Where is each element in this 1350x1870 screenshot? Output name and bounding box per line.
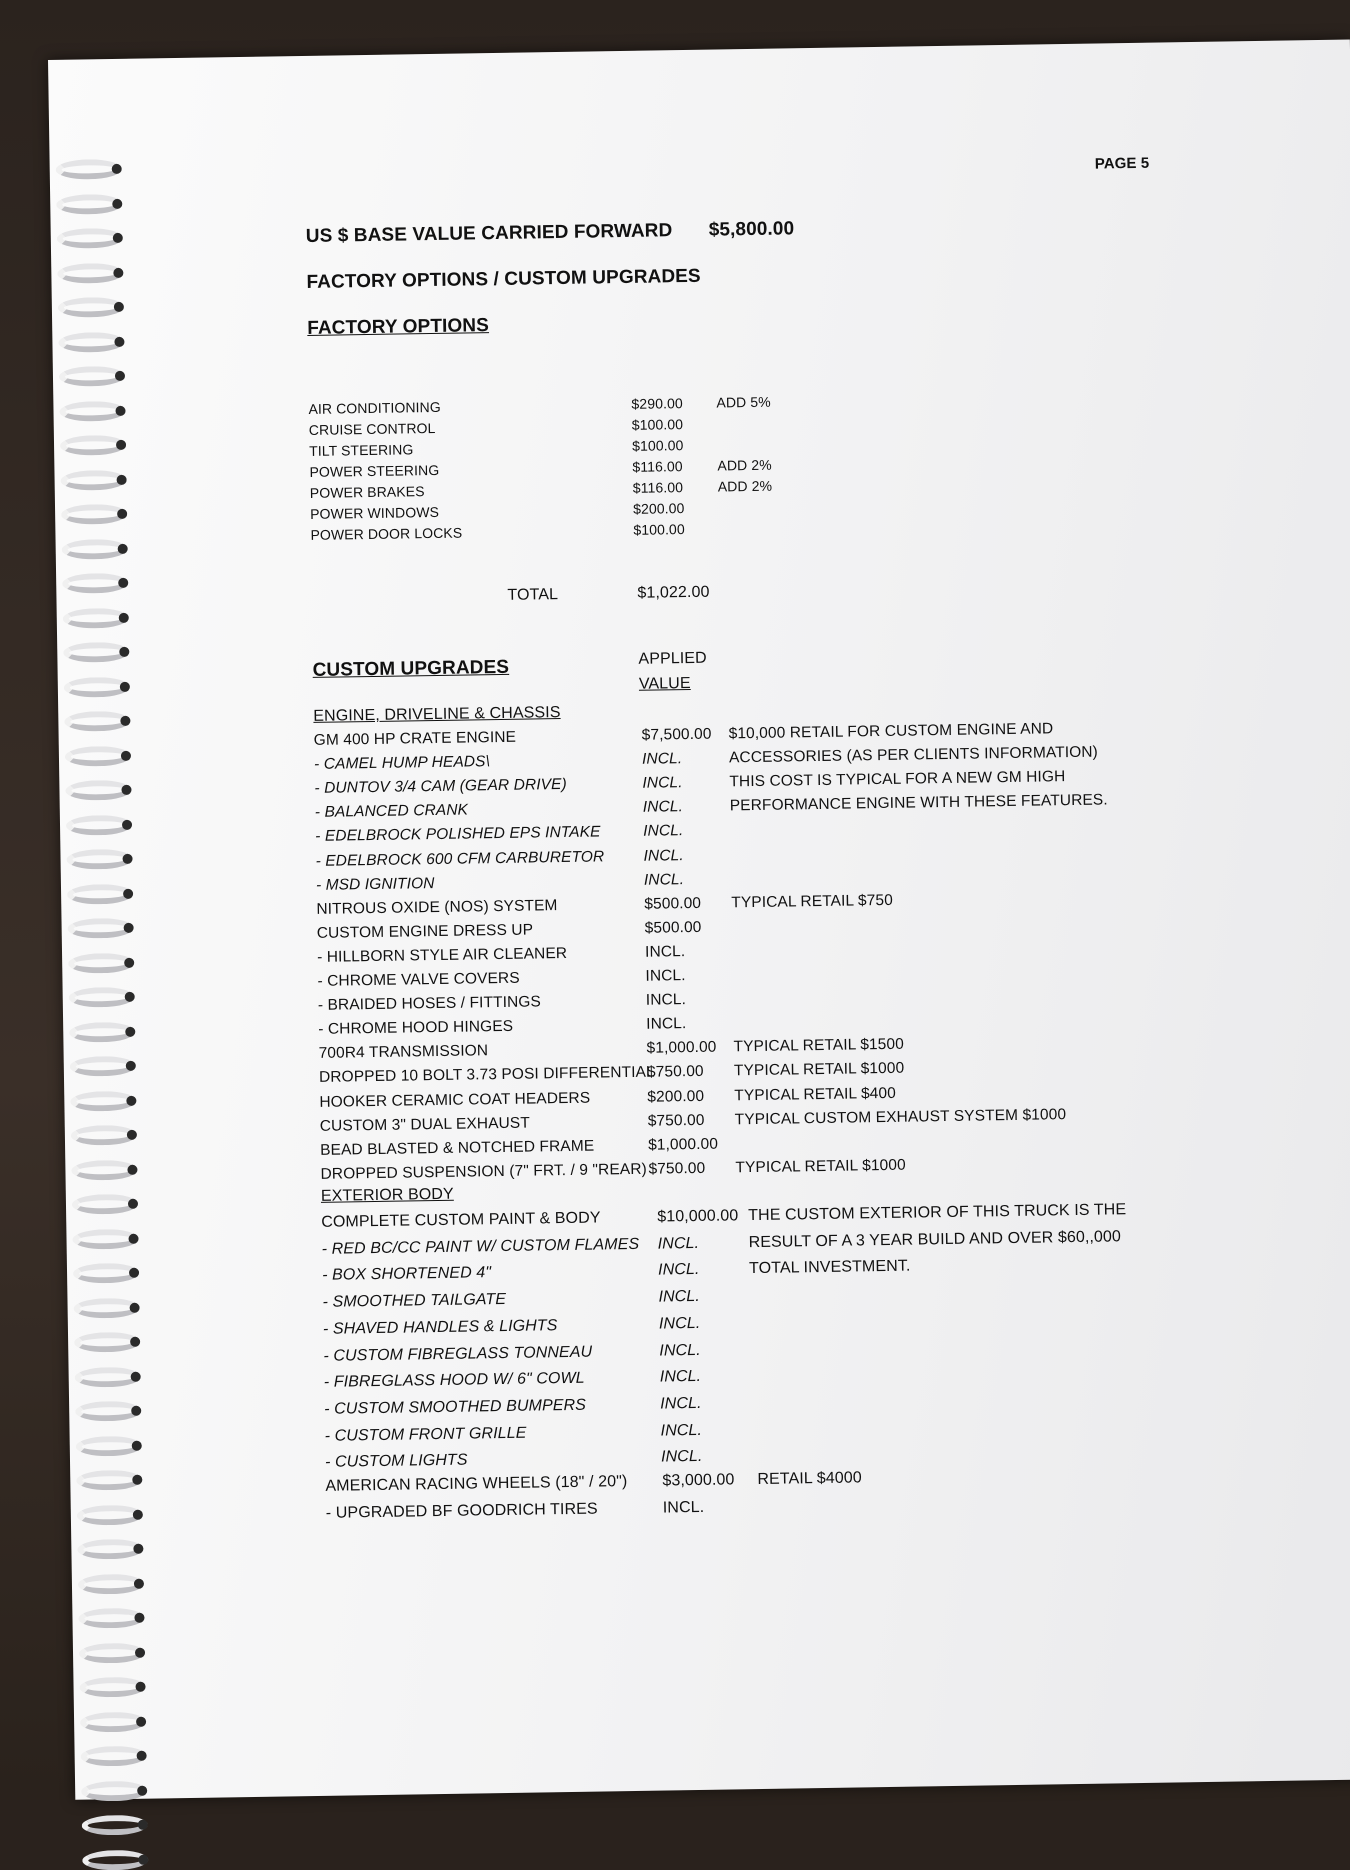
item-name: - BALANCED CRANK	[314, 801, 469, 822]
factory-options-heading: FACTORY OPTIONS	[307, 315, 490, 339]
item-name: COMPLETE CUSTOM PAINT & BODY	[321, 1209, 601, 1231]
item-name: - CUSTOM FRONT GRILLE	[324, 1424, 527, 1445]
item-name: 700R4 TRANSMISSION	[318, 1042, 489, 1063]
punch-hole	[138, 1854, 148, 1864]
item-amount: INCL.	[643, 846, 684, 865]
item-note: TYPICAL RETAIL $1000	[733, 1060, 905, 1080]
item-amount: $116.00	[632, 458, 683, 475]
value-label: VALUE	[638, 674, 691, 693]
item-amount: $100.00	[633, 521, 685, 538]
page-number: PAGE 5	[1094, 154, 1150, 173]
item-amount: INCL.	[658, 1288, 701, 1306]
item-name: - CUSTOM FIBREGLASS TONNEAU	[323, 1343, 593, 1365]
item-amount: INCL.	[642, 798, 684, 817]
item-note: TYPICAL RETAIL $1500	[733, 1035, 904, 1056]
item-amount: $750.00	[647, 1111, 705, 1130]
item-name: - RED BC/CC PAINT W/ CUSTOM FLAMES	[321, 1235, 640, 1258]
item-amount: INCL.	[662, 1498, 705, 1517]
item-note: THE CUSTOM EXTERIOR OF THIS TRUCK IS THE	[748, 1201, 1127, 1225]
section-title: FACTORY OPTIONS / CUSTOM UPGRADES	[306, 265, 701, 293]
item-note: TYPICAL RETAIL $400	[734, 1084, 897, 1104]
item-name: DROPPED 10 BOLT 3.73 POSI DIFFERENTIAL	[318, 1063, 655, 1087]
item-amount: INCL.	[642, 774, 683, 792]
item-name: DROPPED SUSPENSION (7" FRT. / 9 "REAR)	[320, 1160, 647, 1183]
item-name: - BOX SHORTENED 4"	[321, 1264, 492, 1285]
item-name: - MSD IGNITION	[315, 874, 435, 894]
item-amount: INCL.	[645, 967, 686, 985]
item-name: - CHROME HOOD HINGES	[318, 1018, 514, 1039]
factory-total-label: TOTAL	[507, 586, 559, 604]
item-amount: $200.00	[647, 1087, 705, 1106]
item-amount: $290.00	[631, 395, 683, 412]
item-name: - UPGRADED BF GOODRICH TIRES	[325, 1500, 598, 1522]
item-name: HOOKER CERAMIC COAT HEADERS	[319, 1089, 591, 1111]
item-amount: $750.00	[646, 1063, 704, 1082]
item-name: - EDELBROCK POLISHED EPS INTAKE	[315, 823, 601, 846]
item-amount: INCL.	[657, 1261, 700, 1279]
applied-label: APPLIED	[638, 649, 707, 668]
item-name: BEAD BLASTED & NOTCHED FRAME	[320, 1137, 595, 1159]
item-amount: $500.00	[644, 918, 702, 937]
engine-subheading: ENGINE, DRIVELINE & CHASSIS	[313, 704, 561, 725]
item-name: AMERICAN RACING WHEELS (18" / 20")	[325, 1473, 628, 1495]
item-name: - CUSTOM SMOOTHED BUMPERS	[324, 1396, 587, 1418]
base-value-amount: $5,800.00	[708, 218, 795, 241]
page-content	[48, 40, 1350, 1800]
item-note: ADD 2%	[717, 456, 772, 474]
item-amount: INCL.	[657, 1234, 700, 1253]
item-name: CUSTOM ENGINE DRESS UP	[316, 921, 534, 942]
item-name: - EDELBROCK 600 CFM CARBURETOR	[315, 847, 605, 870]
item-note: THIS COST IS TYPICAL FOR A NEW GM HIGH	[729, 768, 1066, 791]
item-note: ADD 5%	[716, 393, 771, 411]
item-name: TILT STEERING	[309, 441, 414, 459]
item-name: - CAMEL HUMP HEADS\	[313, 753, 491, 773]
item-amount: $1,000.00	[647, 1135, 719, 1154]
item-amount: $116.00	[632, 479, 684, 496]
item-name: AIR CONDITIONING	[308, 398, 441, 417]
item-name: - SHAVED HANDLES & LIGHTS	[322, 1316, 558, 1338]
item-name: POWER DOOR LOCKS	[310, 524, 463, 543]
item-amount: INCL.	[658, 1314, 701, 1333]
item-name: POWER STEERING	[309, 461, 440, 480]
item-note: RETAIL $4000	[757, 1469, 862, 1489]
item-amount: INCL.	[643, 822, 684, 841]
item-amount: $10,000.00	[657, 1207, 739, 1226]
custom-upgrades-heading: CUSTOM UPGRADES	[312, 656, 510, 681]
item-name: POWER BRAKES	[309, 483, 425, 501]
item-amount: INCL.	[641, 750, 683, 768]
base-value-label: US $ BASE VALUE CARRIED FORWARD	[305, 220, 673, 247]
item-amount: INCL.	[645, 991, 687, 1009]
item-name: - BRAIDED HOSES / FITTINGS	[317, 993, 542, 1014]
item-name: CRUISE CONTROL	[308, 419, 436, 438]
item-name: - DUNTOV 3/4 CAM (GEAR DRIVE)	[314, 776, 567, 798]
item-note: RESULT OF A 3 YEAR BUILD AND OVER $60,,000	[748, 1227, 1122, 1251]
punch-hole	[138, 1820, 148, 1830]
item-amount: $200.00	[632, 500, 685, 517]
item-note: $10,000 RETAIL FOR CUSTOM ENGINE AND	[728, 720, 1054, 743]
item-note: TOTAL INVESTMENT.	[748, 1257, 911, 1278]
item-amount: $100.00	[631, 416, 684, 433]
item-name: - FIBREGLASS HOOD W/ 6" COWL	[323, 1369, 585, 1392]
item-amount: $3,000.00	[662, 1471, 735, 1490]
item-note: PERFORMANCE ENGINE WITH THESE FEATURES.	[729, 791, 1108, 815]
item-name: NITROUS OXIDE (NOS) SYSTEM	[316, 896, 558, 918]
item-name: GM 400 HP CRATE ENGINE	[313, 728, 517, 749]
item-amount: INCL.	[644, 942, 686, 961]
item-name: POWER WINDOWS	[310, 503, 440, 522]
item-amount: INCL.	[643, 870, 685, 889]
item-amount: $1,000.00	[646, 1038, 717, 1058]
factory-total-amount: $1,022.00	[637, 583, 710, 602]
item-amount: INCL.	[660, 1421, 703, 1440]
item-name: - CUSTOM LIGHTS	[324, 1451, 468, 1472]
item-name: CUSTOM 3" DUAL EXHAUST	[319, 1114, 530, 1135]
item-amount: INCL.	[646, 1015, 687, 1033]
item-amount: INCL.	[660, 1448, 703, 1466]
item-name: - SMOOTHED TAILGATE	[322, 1291, 507, 1311]
exterior-subheading: EXTERIOR BODY	[320, 1185, 454, 1205]
item-amount: $7,500.00	[641, 725, 712, 744]
item-name: - CHROME VALVE COVERS	[317, 969, 520, 990]
item-name: - HILLBORN STYLE AIR CLEANER	[316, 944, 568, 966]
item-note: TYPICAL RETAIL $1000	[735, 1156, 906, 1177]
item-note: ACCESSORIES (AS PER CLIENTS INFORMATION)	[728, 743, 1099, 767]
item-amount: INCL.	[659, 1341, 701, 1360]
item-note: ADD 2%	[717, 477, 773, 495]
item-amount: INCL.	[660, 1394, 702, 1413]
item-amount: INCL.	[659, 1368, 702, 1386]
item-amount: $100.00	[632, 437, 684, 454]
item-amount: $750.00	[648, 1159, 706, 1178]
document-page	[48, 40, 1350, 1800]
item-amount: $500.00	[644, 894, 702, 913]
item-note: TYPICAL CUSTOM EXHAUST SYSTEM $1000	[734, 1105, 1067, 1128]
item-note: TYPICAL RETAIL $750	[731, 891, 893, 912]
